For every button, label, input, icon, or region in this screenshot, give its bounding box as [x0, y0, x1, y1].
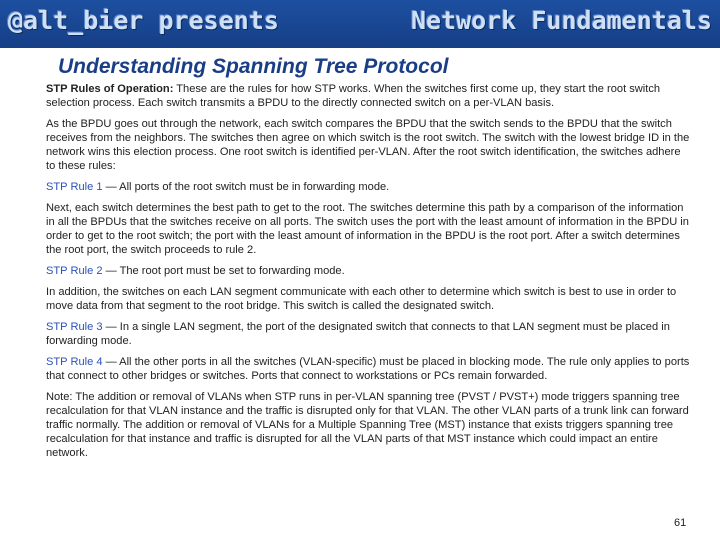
- paragraph-note: Note: The addition or removal of VLANs when STP runs in per-VLAN spanning tree (PVST / PVST+) mode triggers spanning tree recalculation for that VLAN instance and the traffic is disrupted only for that VLAN. The other VLAN parts of a trunk link can forward traffic normally. The addition or removal of VLANs for a Multiple Spanning Tree (MST) instance that exists triggers spanning tree recalculation for that instance and traffic is disrupted for all the VLAN parts of that MST instance which could impact an entire network.: [46, 391, 689, 459]
- rule-1-label: STP Rule 1: [46, 181, 103, 193]
- paragraph-root-port: Next, each switch determines the best path to get to the root. The switches determine this path by a comparison of the information in all the BPDUs that the switches receive on all ports. The switch uses the port with the least amount of information in the BPDU in order to get to the root switch; the port with the least amount of information in the BPDU is the root port. After a switch determines the root port, the switch proceeds to rule 2.: [46, 202, 689, 256]
- paragraph-bpdu: As the BPDU goes out through the network, each switch compares the BPDU that the switch sends to the BPDU that the switch receives from the neighbors. The switches then agree on which switch is the root switch. The switch with the lowest bridge ID in the network wins this election process. One root switch is identified per-VLAN. After the root switch identification, the switches adhere to these rules:: [46, 118, 690, 172]
- intro-lead: STP Rules of Operation:: [46, 83, 174, 95]
- rule-2: [46, 264, 692, 278]
- rule-4-label: STP Rule 4: [46, 356, 103, 368]
- paragraph-intro: [46, 82, 692, 110]
- rule-3-text: — In a single LAN segment, the port of the designated switch that connects to that LAN segment must be placed in forwarding mode.: [46, 321, 670, 347]
- rule-4-text: — All the other ports in all the switches (VLAN-specific) must be placed in blocking mode. The rule only applies to ports that connect to other bridges or switches. Ports that connect to workstations or PCs remain forwarded.: [46, 356, 690, 382]
- rule-3: [46, 320, 692, 348]
- header-presenter-text: @alt_bier presents: [8, 6, 279, 35]
- rule-1: [46, 180, 692, 194]
- page-number: 61: [674, 517, 687, 529]
- rule-1-text: — All ports of the root switch must be in forwarding mode.: [102, 181, 390, 193]
- paragraph-designated: In addition, the switches on each LAN segment communicate with each other to determine which switch is best to use in order to move data from that segment to the root bridge. This switch is called the designated switch.: [46, 286, 677, 312]
- rule-4: [46, 355, 692, 383]
- header-course-text: Network Fundamentals: [410, 6, 712, 35]
- rule-3-label: STP Rule 3: [46, 321, 103, 333]
- slide-body: [46, 82, 692, 467]
- rule-2-label: STP Rule 2: [46, 265, 103, 277]
- rule-2-text: — The root port must be set to forwarding mode.: [102, 265, 345, 277]
- header-banner: [0, 0, 720, 48]
- slide-title: Understanding Spanning Tree Protocol: [58, 55, 449, 78]
- intro-text: These are the rules for how STP works. When the switches first come up, they start the root switch selection process. Each switch transmits a BPDU to the directly connected switch on a per-VLAN basis.: [46, 83, 661, 109]
